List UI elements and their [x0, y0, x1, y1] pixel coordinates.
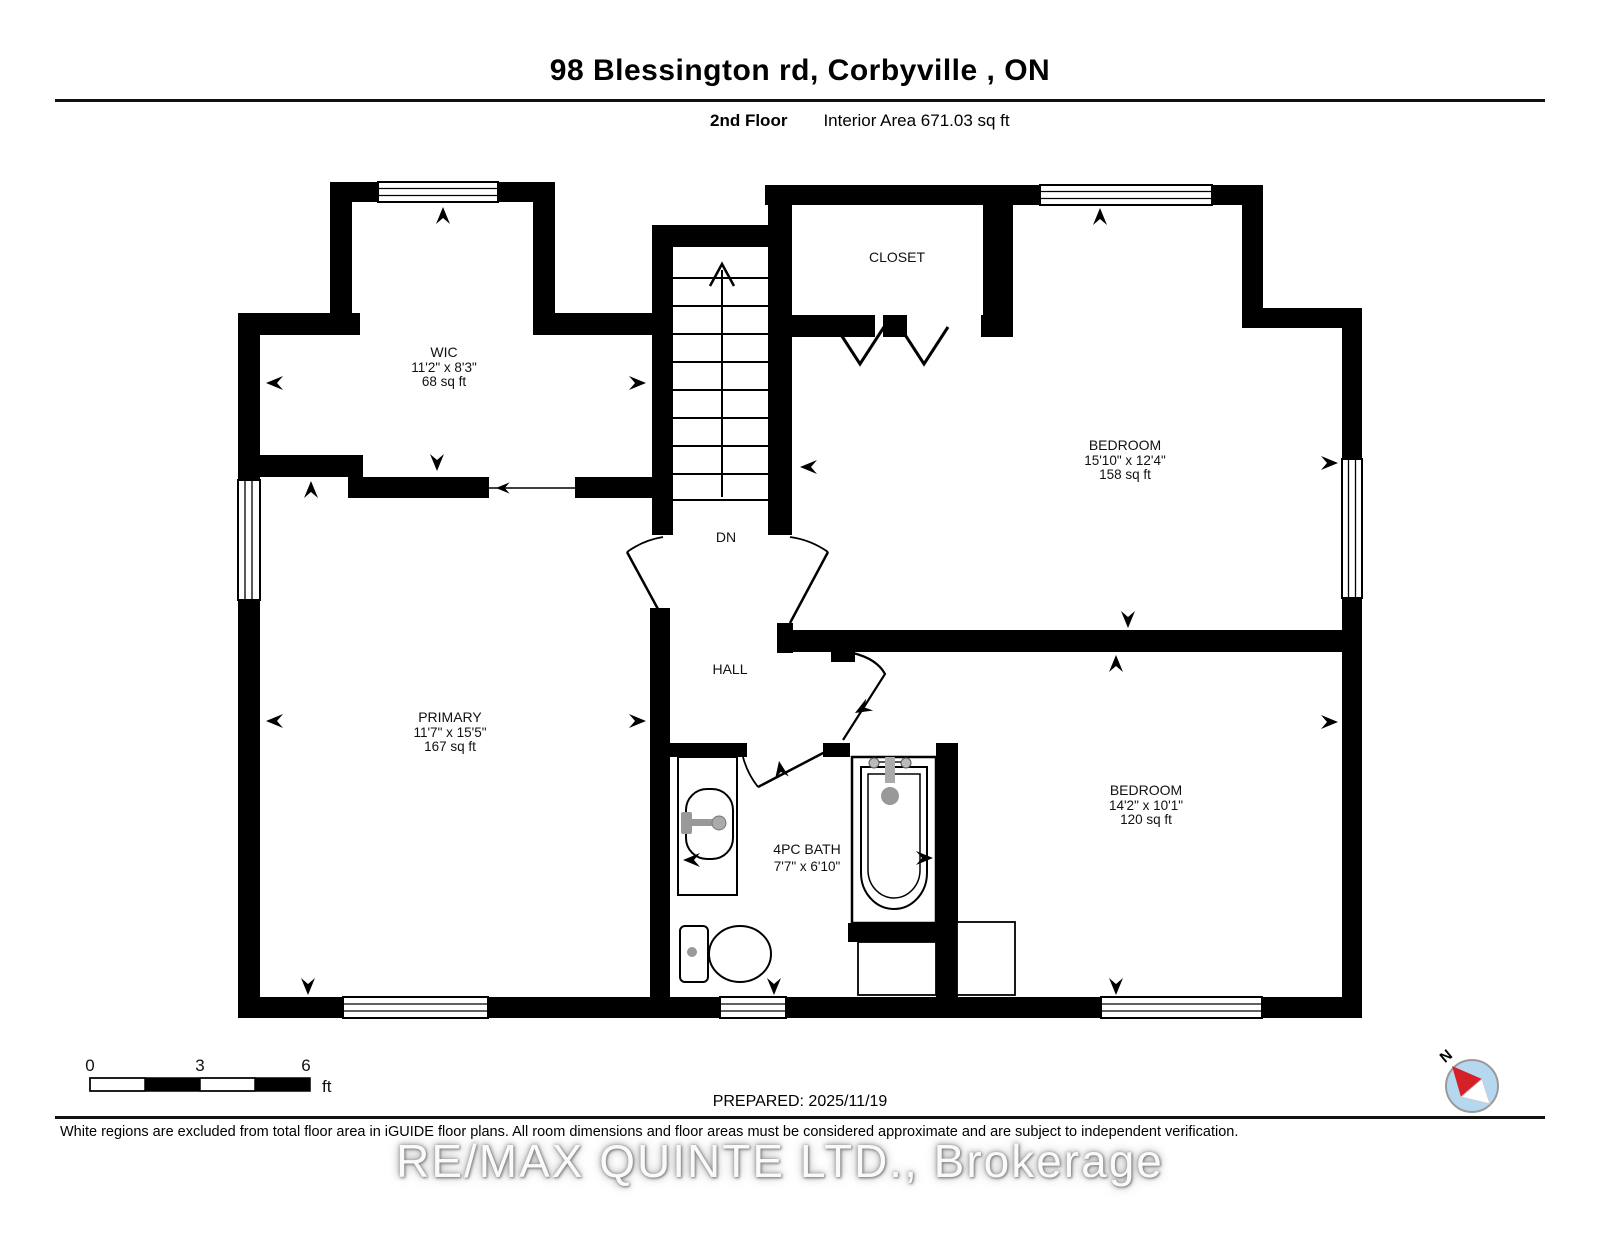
- window-wic-top: [378, 182, 498, 202]
- floor-label: 2nd Floor: [710, 111, 788, 130]
- svg-text:11'7" x 15'5": 11'7" x 15'5": [413, 725, 487, 740]
- svg-text:BEDROOM: BEDROOM: [1109, 782, 1183, 798]
- svg-text:PRIMARY: PRIMARY: [418, 709, 482, 725]
- window-bedroom2-bottom: [1101, 997, 1262, 1018]
- room-label-bedroom2: [1109, 782, 1183, 827]
- svg-text:WIC: WIC: [430, 344, 458, 360]
- svg-text:HALL: HALL: [712, 661, 748, 677]
- svg-text:BEDROOM: BEDROOM: [1088, 437, 1162, 453]
- svg-text:15'10" x 12'4": 15'10" x 12'4": [1084, 453, 1166, 468]
- scale-tick-3: 3: [195, 1056, 205, 1075]
- scale-tick-0: 0: [85, 1056, 95, 1075]
- page-title: 98 Blessington rd, Corbyville , ON: [549, 54, 1051, 87]
- footer-divider: [55, 1116, 1545, 1119]
- svg-text:120 sq ft: 120 sq ft: [1120, 812, 1172, 827]
- disclaimer-text: White regions are excluded from total floor area in iGUIDE floor plans. All room dimensions and floor areas must be considered approximate and are subject to independent verification.: [60, 1124, 1239, 1140]
- room-label-closet: [869, 249, 925, 265]
- scale-tick-6: 6: [301, 1056, 311, 1075]
- vanity-sink: [678, 757, 737, 895]
- svg-text:7'7" x 6'10": 7'7" x 6'10": [773, 859, 841, 874]
- room-label-bedroom1: [1084, 437, 1166, 482]
- room-label-primary: [413, 709, 486, 754]
- stairs-dn-label: DN: [715, 529, 737, 545]
- prepared-date: PREPARED: 2025/11/19: [712, 1093, 888, 1110]
- scale-bar: [85, 1056, 331, 1096]
- svg-text:CLOSET: CLOSET: [868, 249, 926, 265]
- brokerage-watermark: RE/MAX QUINTE LTD., Brokerage: [396, 1135, 1164, 1187]
- door-bedroom2: [843, 653, 885, 740]
- compass-north-label: N: [1436, 1046, 1456, 1067]
- door-primary: [627, 537, 665, 622]
- svg-text:11'2" x 8'3": 11'2" x 8'3": [411, 360, 477, 375]
- svg-text:4PC BATH: 4PC BATH: [773, 841, 841, 857]
- staircase: [673, 264, 768, 500]
- bathtub: [852, 757, 936, 923]
- bath-fixtures: [678, 757, 1015, 995]
- window-right-wall: [1342, 459, 1362, 598]
- scale-unit-label: ft: [322, 1077, 332, 1096]
- window-left-wall: [238, 480, 260, 600]
- svg-text:158 sq ft: 158 sq ft: [1099, 467, 1151, 482]
- window-primary-bottom: [343, 997, 488, 1018]
- walls: [238, 182, 1362, 1018]
- windows: [238, 182, 1362, 1018]
- interior-area-label: Interior Area 671.03 sq ft: [823, 111, 1010, 130]
- room-label-hall: [712, 661, 747, 677]
- svg-text:68 sq ft: 68 sq ft: [421, 374, 467, 389]
- room-label-wic: [411, 344, 477, 389]
- toilet: [680, 926, 771, 982]
- svg-text:167 sq ft: 167 sq ft: [424, 739, 476, 754]
- window-bedroom1-top: [1040, 185, 1212, 205]
- room-labels: [411, 249, 1183, 874]
- door-bedroom1: [790, 537, 828, 623]
- svg-text:14'2" x 10'1": 14'2" x 10'1": [1108, 798, 1184, 813]
- window-bath-bottom: [720, 997, 786, 1018]
- room-label-bath: [773, 841, 840, 874]
